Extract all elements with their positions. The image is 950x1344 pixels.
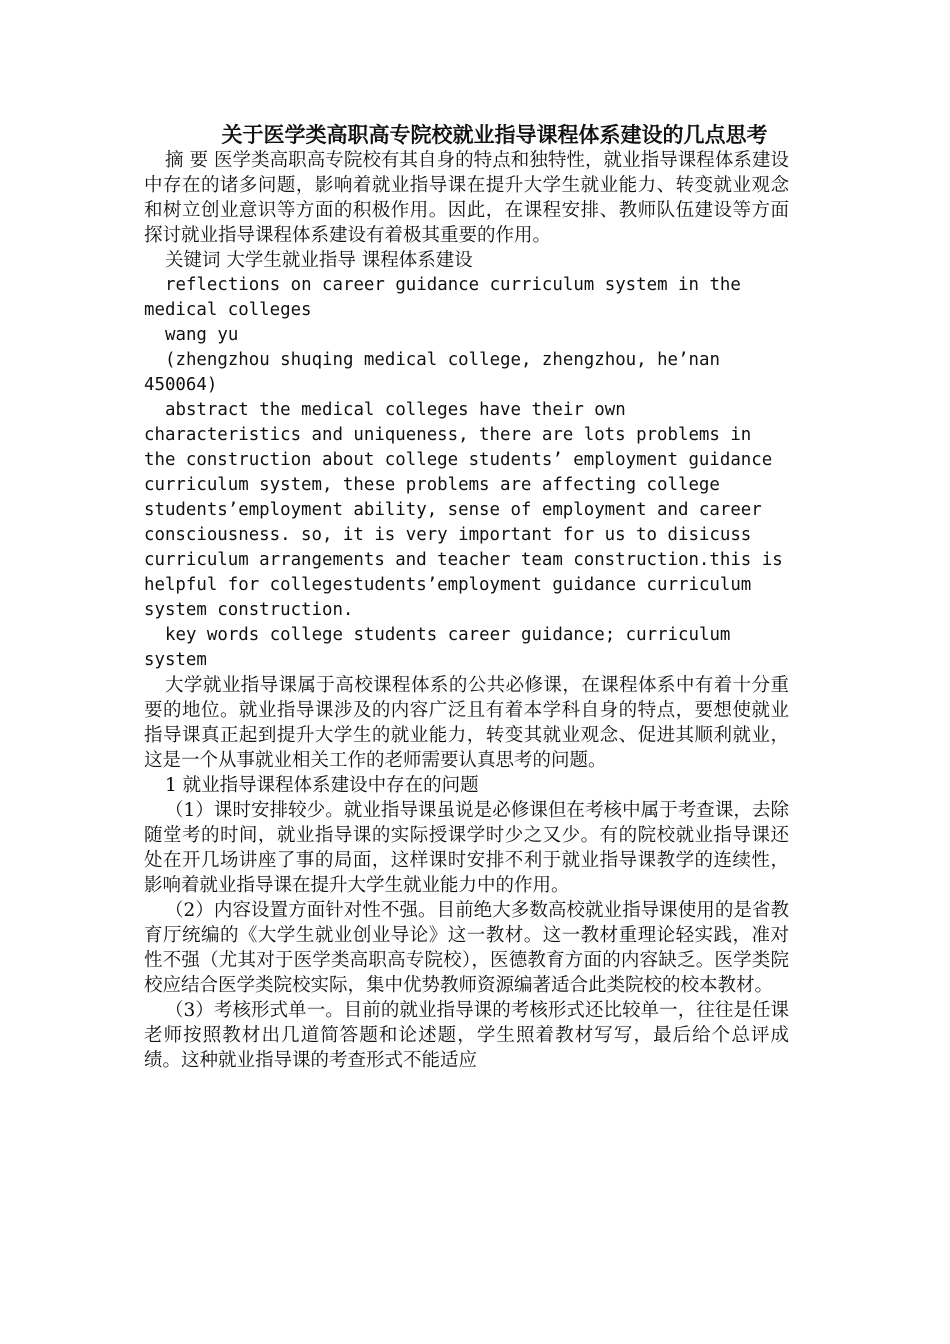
introduction-paragraph: 大学就业指导课属于高校课程体系的公共必修课，在课程体系中有着十分重要的地位。就业指导课涉及的内容广泛且有着本学科自身的特点，要想使就业指导课真正起到提升大学生的就业能力，转变其就业观念、促进其顺利就业，这是一个从事就业相关工作的老师需要认真思考的问题。 <box>144 675 789 771</box>
english-author: wang yu <box>165 325 239 345</box>
english-abstract: abstract the medical colleges have their own characteristics and uniqueness, there are lots problems in the construction about college students’ employment guidance curriculum system, these problems are affecting college students’employment ability, sense of employment and career consciousness. so, it is very important for us to disicuss curriculum arrangements and teacher team construction.this is helpful for collegestudents’employment guidance curriculum system construction. <box>144 400 783 620</box>
section-heading: 1 就业指导课程体系建设中存在的问题 <box>165 775 479 796</box>
english-title: reflections on career guidance curriculum system in the medical colleges <box>144 275 741 320</box>
chinese-abstract: 摘 要 医学类高职高专院校有其自身的特点和独特性，就业指导课程体系建设中存在的诸多问题，影响着就业指导课在提升大学生就业能力、转变就业观念和树立创业意识等方面的积极作用。因此，在课程安排、教师队伍建设等方面探讨就业指导课程体系建设有着极其重要的作用。 <box>144 150 789 246</box>
document-title: 关于医学类高职高专院校就业指导课程体系建设的几点思考 <box>221 123 768 147</box>
point-1-paragraph: （1）课时安排较少。就业指导课虽说是必修课但在考核中属于考查课，去除随堂考的时间，就业指导课的实际授课学时少之又少。有的院校就业指导课还处在开几场讲座了事的局面，这样课时安排不利于就业指导课教学的连续性，影响着就业指导课在提升大学生就业能力中的作用。 <box>144 800 789 896</box>
english-keywords: key words college students career guidance; curriculum system <box>144 625 731 670</box>
english-affiliation: (zhengzhou shuqing medical college, zhengzhou, he’nan 450064) <box>144 350 720 395</box>
point-2-paragraph: （2）内容设置方面针对性不强。目前绝大多数高校就业指导课使用的是省教育厅统编的《大学生就业创业导论》这一教材。这一教材重理论轻实践，准对性不强（尤其对于医学类高职高专院校），医德教育方面的内容缺乏。医学类院校应结合医学类院校实际，集中优势教师资源编著适合此类院校的校本教材。 <box>144 900 789 996</box>
point-3-paragraph: （3）考核形式单一。目前的就业指导课的考核形式还比较单一，往往是任课老师按照教材出几道简答题和论述题，学生照着教材写写，最后给个总评成绩。这种就业指导课的考查形式不能适应 <box>144 1000 789 1071</box>
chinese-keywords: 关键词 大学生就业指导 课程体系建设 <box>165 250 473 271</box>
document-page <box>144 122 789 1073</box>
